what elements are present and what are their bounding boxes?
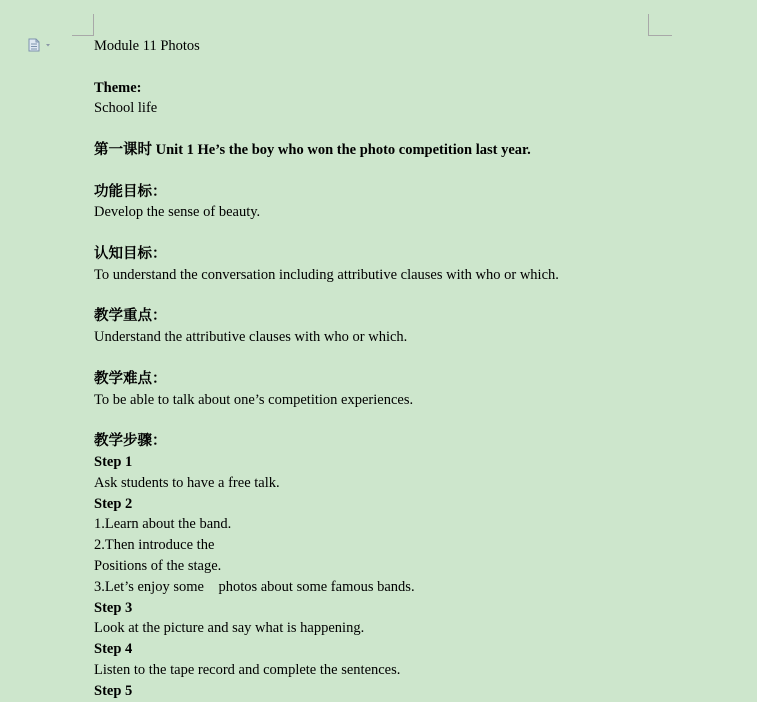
difficult-point-text: To be able to talk about one’s competition experiences. [94, 391, 414, 408]
spacer [94, 223, 694, 244]
theme-value: School life [94, 100, 158, 117]
cognitive-goal-label: 认知目标： [94, 245, 167, 262]
cognitive-goal-text: To understand the conversation including attributive clauses with who or which. [94, 266, 559, 283]
document-icon [29, 39, 39, 51]
document-body [94, 36, 694, 702]
lesson-heading-en: Unit 1 He’s the boy who won the photo competition last year. [152, 141, 531, 158]
difficult-point-label: 教学难点： [94, 370, 167, 387]
document-options-button[interactable] [28, 38, 54, 52]
theme-label: Theme: [94, 79, 142, 96]
spacer [94, 57, 694, 78]
spacer [94, 286, 694, 307]
lesson-heading [94, 140, 694, 161]
spacer [94, 119, 694, 140]
step-2-line: Positions of the stage. [94, 557, 222, 574]
step-4-line: Listen to the tape record and complete the sentences. [94, 661, 401, 678]
key-point-label: 教学重点： [94, 308, 167, 325]
crop-mark-top-right [648, 14, 672, 36]
spacer [94, 348, 694, 369]
step-2-label: Step 2 [94, 495, 133, 512]
step-2-line: 2.Then introduce the [94, 537, 215, 554]
spacer [94, 161, 694, 182]
functional-goal-label: 功能目标： [94, 183, 167, 200]
step-2-line: 1.Learn about the band. [94, 516, 232, 533]
step-3-label: Step 3 [94, 599, 133, 616]
functional-goal-text: Develop the sense of beauty. [94, 204, 261, 221]
step-5-label: Step 5 [94, 682, 133, 699]
document-title: Module 11 Photos [94, 38, 200, 54]
step-3-line: Look at the picture and say what is happening. [94, 620, 365, 637]
chevron-down-icon [46, 44, 50, 47]
step-1-line: Ask students to have a free talk. [94, 474, 280, 491]
step-1-label: Step 1 [94, 453, 133, 470]
lesson-heading-cn: 第一课时 [94, 141, 152, 158]
step-4-label: Step 4 [94, 641, 133, 658]
step-2-line: 3.Let’s enjoy some photos about some famous bands. [94, 578, 415, 595]
key-point-text: Understand the attributive clauses with who or which. [94, 329, 408, 346]
spacer [94, 410, 694, 431]
crop-mark-top-left [72, 14, 94, 36]
procedure-label: 教学步骤： [94, 433, 167, 450]
